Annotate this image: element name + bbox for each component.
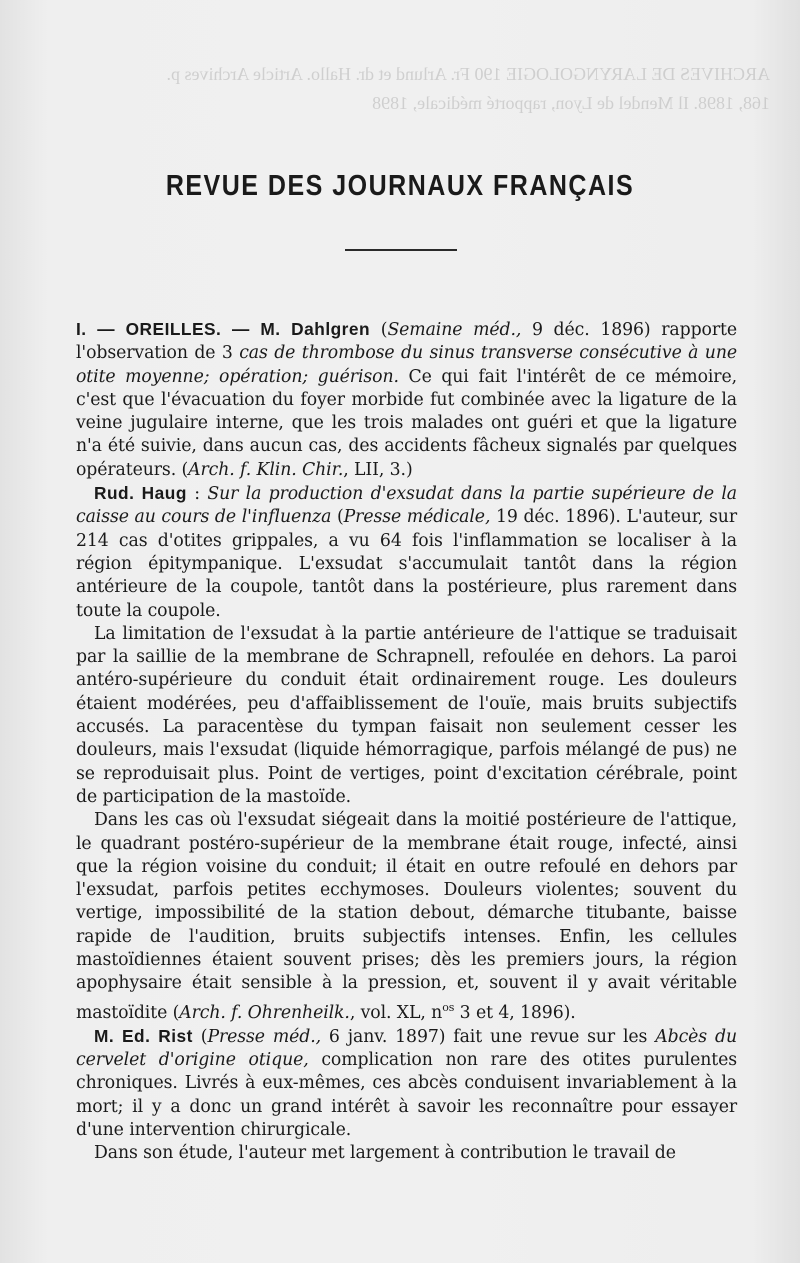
article-subject: Sur la production d'exsudat dans la partie supérieure de la caisse au cours de l'influenza	[76, 484, 737, 528]
author-name: M. Ed. Rist	[94, 1025, 193, 1046]
paragraph-oreilles	[76, 318, 737, 482]
text-span: Dans les cas où l'exsudat siégeait dans la moitié postérieure de l'attique, le quadrant postéro-supérieur de la membrane était rouge, infecté, ainsi que la région voisine du conduit; il était en outre refoulé en dehors par l'exsudat, parfois petites ecchymoses. Douleurs violentes; souvent du vertige, impossibilité de la station debout, démarche titubante, baisse rapide de l'audition, bruits subjectifs intenses. Enfin, les cellules mastoïdiennes étaient souvent prises; dès les premiers jours, la région apophysaire était sensible à la pression, et, souvent il y avait véritable mastoïdite (	[76, 810, 737, 1023]
heading-dash: —	[221, 319, 261, 339]
text-span: complication non rare des otites purulentes chroniques. Livrés à eux-mêmes, ces abcès conduisent invariablement à la mort; il y a donc un grand intérêt à savoir les reconnaître pour essayer d'une intervention chirurgicale.	[76, 1049, 738, 1140]
article-subject: cas de thrombose du sinus transverse consécutive à une otite moyenne; opération; guérison.	[76, 343, 737, 387]
text-span: , vol. XL, n	[349, 1002, 443, 1023]
text-span: , LII, 3.)	[343, 459, 413, 480]
text-span: 3 et 4, 1896).	[454, 1002, 576, 1023]
paren: (	[192, 1026, 208, 1047]
paragraph-etude: Dans son étude, l'auteur met largement à contribution le travail de	[94, 1143, 676, 1164]
author-name: Rud. Haug	[94, 483, 187, 504]
article-subject: Abcès du cervelet d'origine otique,	[76, 1026, 737, 1070]
paragraph-limitation: La limitation de l'exsudat à la partie antérieure de l'attique se traduisait par la saillie de la membrane de Schrapnell, refoulée en dehors. La paroi antéro-supérieure du conduit était ordinairement rouge. Les douleurs étaient modérées, peu d'affaiblissement de l'ouïe, mais bruits subjectifs accusés. La paracentèse du tympan faisait non seulement cesser les douleurs, mais l'exsudat (liquide hémorragique, parfois mélangé de pus) ne se reproduisait plus. Point de vertiges, point d'excitation cérébrale, point de participation de la mastoïde.	[76, 623, 737, 807]
text-span: :	[186, 484, 208, 505]
title-divider	[345, 249, 457, 251]
journal-name: Semaine méd.,	[387, 320, 522, 340]
author-name: M. Dahlgren	[260, 319, 371, 339]
journal-name: Presse méd.,	[207, 1026, 322, 1047]
journal-name: Presse médicale,	[343, 507, 491, 528]
reference-journal: Arch. f. Klin. Chir.	[188, 459, 344, 480]
paren: (	[370, 320, 388, 340]
reference-journal: Arch. f. Ohrenheilk.	[179, 1002, 350, 1023]
paragraph-haug	[76, 482, 737, 623]
page-title: REVUE DES JOURNAUX FRANÇAIS	[165, 169, 635, 203]
paragraph-cas	[76, 809, 737, 1024]
paragraph-rist	[76, 1025, 737, 1142]
text-span: 9 déc. 1896) rapporte l'observation de 3	[76, 320, 737, 364]
text-span: Ce qui fait l'intérêt de ce mémoire, c'est que l'évacuation du foyer morbide fut combinée avec la ligature de la veine jugulaire interne, que les trois malades ont guéri et que la ligature n'a été suivie, dans aucun cas, des accidents fâcheux signalés par quelques opérateurs. (	[76, 366, 737, 480]
text-span: 6 janv. 1897) fait une revue sur les	[321, 1026, 656, 1047]
article-body	[76, 318, 737, 1165]
section-heading: I. — OREILLES.	[76, 319, 222, 339]
superscript: os	[442, 1000, 455, 1014]
text-span: 19 déc. 1896). L'auteur, sur 214 cas d'otites grippales, a vu 64 fois l'inflammation se localiser à la région épitympanique. L'exsudat s'accumulait tantôt dans la région antérieure de la coupole, tantôt dans la postérieure, plus rarement dans toute la coupole.	[76, 507, 737, 621]
paren: (	[331, 507, 344, 528]
bleed-through-text: ARCHIVES DE LARYNGOLOGIE 190 Fr. Arlund et dr. Hallo. Article Archives p. 168, 1898. Il Mendel de Lyon, rapporté médicale, 1898	[166, 64, 770, 113]
